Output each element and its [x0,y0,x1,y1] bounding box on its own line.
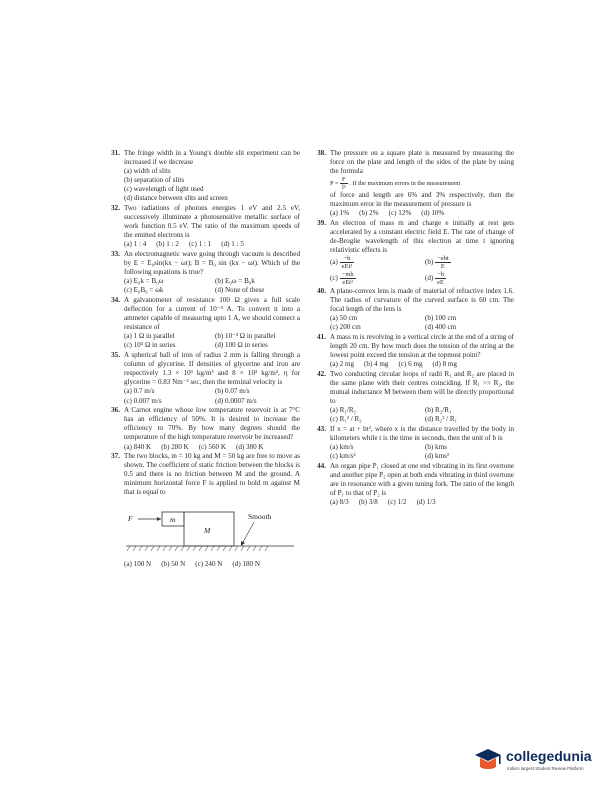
question-39 [306,219,514,286]
option-d: (d) $\frac{-h}{eE}$ [425,271,444,287]
option-a: (a) 50 cm [330,314,358,323]
option-b: (b) 1 : 2 [156,240,179,249]
options [124,277,300,295]
option-c: (c) E₀B₀ = ωk [124,286,164,295]
force-arrowhead [157,517,161,521]
option-d: (d) 0.0007 m/s [215,396,257,405]
option-a: (a) 2 mg [330,360,355,369]
option-d: (d) distance between slits and screen [124,194,228,203]
option-d: (d) None of these [215,286,265,295]
question-number: 34. [111,296,120,304]
formula-tail: . If the maximum errors in the measurement [349,180,461,188]
options [330,406,514,424]
question-text: An electromagnetic wave going through vacuum is described by E = E₀sin(kx − ωt); B = B₀ sin (kx − ωt). Which of the following equations is true? [124,250,300,277]
question-36 [100,406,300,451]
option-b: (b) R₂/R₁ [425,406,452,415]
option-c: (c) 6 mg [398,360,423,369]
option-c: (c) 1/2 [387,498,407,507]
option-b: (b) 2% [359,209,379,218]
options [124,240,300,249]
question-35 [100,351,300,406]
question-number: 40. [317,286,326,295]
question-text: The fringe width in a Young's double slit experiment can be increased if we decrease [124,149,300,167]
question-number: 41. [317,332,326,341]
question-text: A plano-convex lens is made of material of refractive index 1.6. The radius of curvature of the curved surface is 60 cm. The focal length of the lens is [330,286,514,314]
question-38 [306,149,514,219]
options [124,167,300,203]
smooth-label: Smooth [248,511,272,521]
question-40 [306,287,514,332]
option-c: (c) 1 : 1 [188,240,212,249]
question-43 [306,425,514,461]
blocks-diagram [124,500,300,558]
option-b: (b) 4 mg [364,360,389,369]
question-text: A galvanometer of resistance 100 Ω gives a full scale deflection for a current of 10⁻⁵ A. To convert it into a ammeter capable of measuring upto 1 A, we should connect a resistance of [124,296,300,332]
question-number: 33. [111,250,120,259]
question-number: 39. [317,219,326,228]
question-44 [306,462,514,507]
left-column [100,149,300,569]
option-d: (d) 100 Ω in series [215,341,268,350]
option-c: (c) 10⁵ Ω in series [124,341,176,350]
question-32 [100,204,300,249]
options [124,387,300,405]
options [330,360,514,369]
force-label: F [128,513,133,523]
logo-mark-icon [472,746,504,778]
question-number: 35. [111,351,120,360]
question-37 [100,452,300,569]
collegedunia-logo [472,744,608,782]
right-column [306,149,514,508]
question-34 [100,296,300,351]
option-a: (a) 840 K [124,442,152,451]
mass-m-label: m [170,514,176,524]
question-text: The two blocks, m = 10 kg and M = 50 kg are free to move as shown. The coefficient of static friction between the blocks is 0.5 and there is no friction between M and the ground. A minimum horizontal force F is applied to hold m against M that is equal to [124,452,300,497]
option-c: (c) 200 cm [330,323,361,332]
option-c: (c) 560 K [198,442,226,451]
option-b: (b) 280 K [161,442,189,451]
option-a: (a) −h eEt² [330,255,353,271]
question-text: If x = at + bt², where x is the distance travelled by the body in kilometers while t is the time in seconds, then the unit of b is [330,424,514,442]
option-a: (a) km/s [330,443,354,452]
option-b: (b) kms [425,443,447,452]
question-42 [306,370,514,425]
option-d: (d) 10% [421,209,445,218]
option-c: (c) 240 N [195,559,223,568]
logo-tagline: India's largest Student Review Platform [507,766,584,771]
option-a: (a) width of slits [124,167,171,176]
logo-name: collegedunia [506,748,592,764]
option-b: (b) 0.07 m/s [215,387,250,396]
question-number: 42. [317,369,326,378]
question-text: An organ pipe P₁ closed at one end vibrating in its first overtone and another pipe P₂ open at both ends vibrating in third overtone are in resonance with a given tuning fork. The ratio of the length of P₁ to that of P₂ is [330,461,514,497]
question-number: 31. [111,149,120,157]
question-number: 44. [317,461,326,470]
option-b: (b) E₀ω = B₀k [215,277,255,286]
mass-M-label: M [204,525,211,535]
pressure-formula [330,176,514,191]
question-text: A Carnot engine whose low temperature reservoir is at 7°C has an efficiency of 50%. It is desired to increase the efficiency to 70%. By how many degrees should the temperature of the high temperature reservoir be increased? [124,406,300,442]
question-text: Two radiations of photons energies 1 eV and 2.5 eV, successively illuminate a photosensitive metallic surface of work function 0.5 eV. The ratio of the maximum speeds of the emitted electrons is [124,204,300,240]
formula-fraction: $\frac{F}{\text{l²}}$ [341,176,346,192]
option-a: (a) R₁/R₂ [330,406,357,415]
question-41 [306,333,514,369]
question-number: 37. [111,452,120,461]
option-b: (b) −eht E [425,255,449,271]
question-number: 38. [317,149,326,157]
options [330,209,514,218]
option-a: (a) E₀k = B₀ω [124,277,164,286]
formula-lhs: P = [330,180,339,188]
options [330,255,514,286]
option-a: (a) 8/3 [330,498,349,507]
question-text: A spherical ball of iron of radius 2 mm is falling through a column of glycerine. If densities of glycerine and iron are respectively 1.3 × 10³ kg/m³ and 8 × 10³ kg/m³, η for glycerine = 0.83 Nm⁻² sec, then the terminal velocity is [124,351,300,387]
option-d: (d) 380 K [235,442,264,451]
option-d: (d) 1 : 5 [221,240,244,249]
option-d: (d) R₂² / R₁ [425,415,458,424]
ground-hatch [127,546,268,551]
option-c: (c) km/s² [330,452,356,461]
option-b: (b) 100 cm [425,314,457,323]
question-text: Two conducting circular loops of radii R₁ and R₂ are placed in the same plane with their centres coinciding. If R₁ >> R₂, the mutual inductance M between them will be directly proportional to [330,369,514,406]
option-c: (c) R₁² / R₂ [330,415,362,424]
options [330,314,514,332]
question-number: 43. [317,424,326,433]
question-number: 32. [111,204,120,213]
blocks-figure [124,500,300,558]
question-31 [100,149,300,204]
option-a: (a) 100 N [124,559,152,568]
option-a: (a) 1 : 4 [124,240,147,249]
options [124,332,300,350]
option-c: (c) 0.007 m/s [124,396,162,405]
question-33 [100,250,300,295]
question-text-continued: of force and length are 6% and 3% respectively, then the maximum error in the measurement of pressure is [330,191,514,209]
option-d: (d) 8 mg [432,360,457,369]
option-d: (d) 1/3 [416,498,436,507]
option-b: (b) 50 N [161,559,186,568]
option-c: (c) 12% [388,209,412,218]
question-text: An electron of mass m and charge e initially at rest gets accelerated by a constant electric field E. The rate of change of de-Broglie wavelength of this electron at time t ignoring relativistic effects is [330,219,514,255]
question-text: The pressure on a square plate is measured by measuring the force on the plate and length of the sides of the plate by using the formula [330,149,514,176]
option-c: (c) wavelength of light used [124,185,204,194]
question-number: 36. [111,406,120,415]
smooth-pointer [242,522,254,544]
options [330,443,514,461]
question-text: A mass m is revolving in a vertical circle at the end of a string of length 20 cm. By how much does the tension of the string at the lowest point exceed the tension at the topmost point? [330,332,514,360]
options [330,498,514,507]
option-b: (b) 10⁻³ Ω in parallel [215,332,276,341]
options [124,443,300,452]
option-a: (a) 1 Ω in parallel [124,332,175,341]
option-d: (d) 400 cm [425,323,457,332]
option-a: (a) 1% [330,209,350,218]
option-d: (d) 180 N [232,559,261,568]
option-b: (b) 3/8 [358,498,378,507]
option-b: (b) separation of slits [124,176,185,185]
options [124,560,300,569]
option-c: (c) −mh eEt² [330,271,354,287]
option-a: (a) 0.7 m/s [124,387,155,396]
option-d: (d) kms² [425,452,449,461]
